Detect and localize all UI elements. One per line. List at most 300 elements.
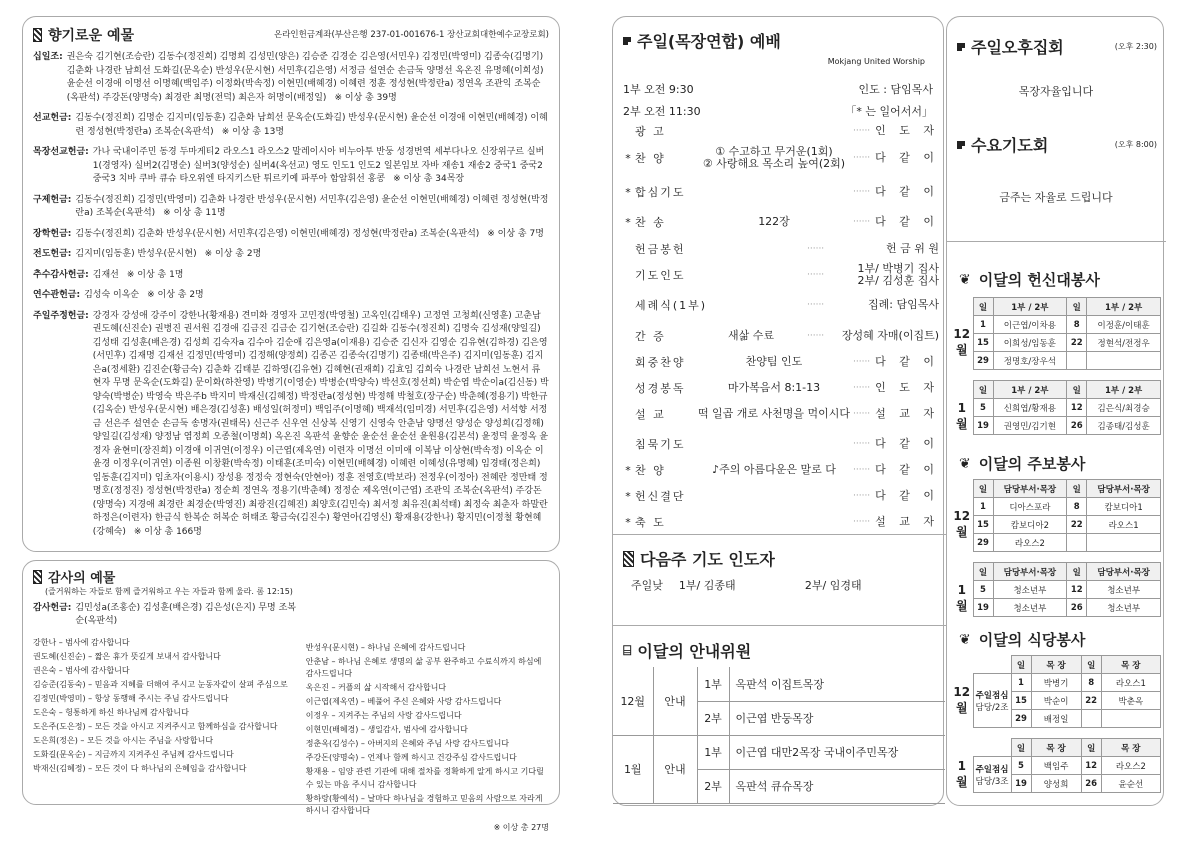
worship-item-leader: 집례: 담임목사	[868, 298, 939, 311]
dept-name: 주일점심	[975, 764, 1009, 775]
table-cell: 8	[1067, 316, 1087, 334]
table-row	[951, 498, 1161, 516]
thanks-left-list	[33, 637, 298, 776]
worship-subtitle: Mokjang United Worship	[827, 57, 925, 66]
worship-item-leader: 장성혜 자매(이집트)	[841, 329, 939, 342]
table-cell	[1081, 710, 1101, 728]
table-row	[951, 581, 1161, 599]
account-info: 온라인헌금계좌(부산은행 237-01-001676-1 장산교회대한예수교장로회)	[274, 29, 549, 40]
table-row	[951, 757, 1161, 775]
gift-text-block	[93, 146, 549, 187]
table-row	[951, 334, 1161, 352]
table-cell: 이희성/임동훈	[993, 334, 1067, 352]
header-cell: 일	[1067, 298, 1087, 316]
stand-mark: *	[625, 215, 631, 229]
header-cell: 담당부서·목장	[993, 480, 1067, 498]
guide-assignee: 이근엽 대만2목장 국내이주민목장	[729, 735, 945, 769]
table-cell: 라오스1	[1087, 516, 1161, 534]
header-cell: 목 장	[1031, 656, 1081, 674]
table-cell: 5	[973, 399, 993, 417]
header-cell: 담당부서·목장	[1087, 563, 1161, 581]
worship-item-leader: 다 같 이	[875, 463, 939, 476]
header-cell: 일	[1067, 563, 1087, 581]
afternoon-content: 목장자율입니다	[1018, 85, 1094, 98]
blank-cell	[951, 739, 973, 757]
guide-role: 안내	[653, 667, 697, 735]
header-cell: 목 장	[1031, 739, 1081, 757]
gift-names: 김재선	[92, 269, 119, 280]
worship-item-leader: 다 같 이	[875, 215, 939, 228]
worship-item-leader: 설 교 자	[875, 407, 939, 420]
guide-role: 안내	[653, 735, 697, 803]
hatch-icon	[33, 28, 42, 42]
dept-sub: 담당/2조	[975, 702, 1009, 713]
gift-names: 김지미(임동훈) 반성우(문시현)	[75, 249, 197, 259]
leader-dots: ······	[853, 465, 871, 475]
worship-item-content: 떡 일곱 개로 사천명을 먹이시다	[697, 407, 851, 420]
thanks-item: 도은숙 – 헝통하게 하신 하나님께 감사합니다	[33, 707, 189, 717]
table-cell: 1	[973, 316, 993, 334]
worship-item-name: 기도인도	[635, 269, 686, 282]
header-cell: 일	[1081, 656, 1101, 674]
table-cell: 12	[1081, 757, 1101, 775]
devotion-table	[951, 297, 1161, 445]
wednesday-title: 수요기도회	[971, 136, 1049, 155]
table-cell: 19	[1011, 775, 1031, 793]
thanks-item: 김정민(박영미) – 항상 동행해 주시는 주님 감사드립니다	[33, 693, 229, 703]
header-cell: 1부 / 2부	[993, 381, 1067, 399]
table-cell: 권영민/김기현	[993, 417, 1067, 435]
worship-item	[621, 182, 939, 202]
thanks-item: 반성우(문시현) – 하나님 은혜에 감사드립니다	[305, 642, 466, 652]
table-cell: 1	[1011, 674, 1031, 692]
month-cell: 1월	[951, 757, 973, 793]
table-header	[951, 381, 1161, 399]
worship-item-name: 찬 양	[635, 464, 666, 477]
worship-item-leader: 인 도 자	[875, 124, 939, 137]
worship-panel	[612, 16, 944, 806]
leader-dots: ······	[853, 517, 871, 527]
worship-item	[621, 378, 939, 398]
afternoon-title: 주일오후집회	[971, 38, 1064, 57]
hatch-icon	[33, 570, 42, 584]
header-cell: 1부 / 2부	[1087, 298, 1161, 316]
table-cell: 8	[1067, 498, 1087, 516]
gift-text-block	[93, 310, 549, 540]
worship-item-content: ① 수고하고 무거운(1회) ② 사랑해요 목소리 높여(2회)	[702, 145, 846, 170]
devotion-title: 이달의 헌신대봉사	[978, 271, 1100, 289]
gift-names: 김동수(정진희) 김정민(박영미) 김춘화 나경란 반성우(문시현) 서민후(김은영) 윤순선 이현민(배혜경) 이혜련 정성현(박정란a) 조복순(옥판석)	[75, 194, 549, 218]
table-header	[951, 656, 1161, 674]
table-header	[951, 480, 1161, 498]
leader-dots: ······	[853, 126, 871, 136]
table-cell: 신희엽/황재용	[993, 399, 1067, 417]
flower-icon: ❦	[959, 631, 971, 648]
worship-item-content: ♪주의 아름다운은 말로 다	[712, 463, 836, 476]
month-cell: 1월	[951, 581, 973, 617]
blank-cell	[951, 381, 973, 399]
thanks-item: 도화길(문옥순) – 지금까지 지켜주신 주님께 감사드립니다	[33, 749, 234, 759]
header-cell: 목 장	[1101, 656, 1160, 674]
table-header	[951, 563, 1161, 581]
thanks-title: 감사의 예물	[48, 571, 116, 586]
leader-dots: ······	[807, 244, 825, 254]
gift-total: ※ 이상 총 7명	[487, 228, 544, 239]
month-cell: 12월	[951, 498, 973, 552]
guide-row	[613, 667, 945, 701]
worship-item-name: 헌신결단	[635, 490, 686, 503]
thanks-right-list	[306, 642, 549, 818]
table-cell: 김은식/최경승	[1087, 399, 1161, 417]
header-cell: 1부 / 2부	[1087, 381, 1161, 399]
thanks-item: 안춘남 – 하나님 은혜로 생명의 삶 공부 완주하고 수료식까지 하심에 감사드립니다	[305, 656, 542, 678]
time-second: 2부 오전 11:30	[623, 105, 701, 118]
worship-item-leader: 다 같 이	[875, 437, 939, 450]
gifts-panel	[22, 16, 560, 552]
thanks-item: 김승준(김동숙) – 믿음과 지혜를 더해여 주시고 눈동자같이 살펴 주심으로	[33, 679, 288, 689]
stand-mark: *	[625, 151, 631, 165]
table-cell: 19	[973, 599, 993, 617]
table-cell: 라오스1	[1101, 674, 1160, 692]
wednesday-time: (오후 8:00)	[1114, 140, 1157, 149]
worship-item-name: 합심기도	[635, 186, 686, 199]
header-cell: 1부 / 2부	[993, 298, 1067, 316]
worship-item-name: 성경봉독	[635, 382, 686, 395]
afternoon-time: (오후 2:30)	[1114, 42, 1157, 51]
guides-title: 이달의 안내위원	[637, 642, 752, 661]
worship-item-name: 찬 송	[635, 216, 666, 229]
blank-cell	[973, 739, 1011, 757]
gift-category	[33, 194, 549, 221]
thanks-item: 강한나 – 범사에 감사합니다	[33, 637, 130, 647]
worship-item-leader: 헌 금 위 원	[886, 242, 939, 255]
bulletin-month-table	[951, 479, 1161, 552]
header-cell: 일	[973, 381, 993, 399]
table-cell: 12	[1067, 581, 1087, 599]
header-cell: 일	[1067, 480, 1087, 498]
table-cell: 29	[1011, 710, 1031, 728]
blank-cell	[973, 656, 1011, 674]
table-row	[951, 674, 1161, 692]
worship-item	[621, 239, 939, 259]
header-cell: 일	[1011, 739, 1031, 757]
gift-names: 김성숙 이옥순	[84, 290, 140, 300]
table-cell: 15	[973, 334, 993, 352]
leader-dots: ······	[853, 409, 871, 419]
gift-names: 권은숙 김기현(조승란) 김동수(정진희) 김명희 김성민(양은) 김승준 김경순 김은영(서민우) 김정민(박영미) 김종숙(김명기) 김춘화 나경란 남희선 도화길(문옥순) 반성우(문시현) 서민후(김은영) 서정금 설연순 손금둑 양명선 옥온진 유명혜(이희성) 윤순선 이경애 이명선 이명혜(백임주) 이정화(박속정) 이현민(배혜경) 이혜련 정훈 정성현(박정란a) 정연옥 조관익 조복순(옥판석) 주강돈(양명숙) 최경란 최명(전덕) 최은자 허명이(배정일)	[66, 52, 544, 103]
gift-total: ※ 이상 총 13명	[221, 126, 285, 137]
table-cell: 이정훈/이태훈	[1087, 316, 1161, 334]
worship-item-name: 설 교	[635, 408, 666, 421]
table-cell: 22	[1067, 516, 1087, 534]
worship-item	[621, 121, 939, 141]
thanks-item: 황재용 – 임양 관련 기관에 대해 절차를 정확하게 알게 하시고 기다릴 수 있는 마음 주시니 감사합니다	[305, 767, 544, 789]
guide-service: 1부	[697, 735, 729, 769]
table-cell: 청소년부	[993, 599, 1067, 617]
dept-name: 주일점심	[975, 690, 1009, 701]
dept-cell	[973, 757, 1011, 793]
gift-category	[33, 112, 549, 139]
devotion-month-table	[951, 297, 1161, 370]
table-cell: 라오스2	[993, 534, 1067, 552]
table-row	[951, 352, 1161, 370]
month-cell: 12월	[951, 674, 973, 728]
worship-item-leader: 설 교 자	[875, 515, 939, 528]
gift-label: 연수관헌금:	[33, 290, 81, 300]
guide-assignee: 옥판석 이집트목장	[729, 667, 945, 701]
gift-category	[33, 146, 549, 187]
thanks-item: 이정우 – 지켜주는 주님의 사랑 감사드립니다	[305, 711, 462, 720]
gift-total: ※ 이상 총 39명	[334, 92, 397, 103]
table-cell: 디아스포라	[993, 498, 1067, 516]
bulletin-table	[951, 479, 1161, 627]
table-cell: 8	[1081, 674, 1101, 692]
table-cell: 박순이	[1031, 692, 1081, 710]
blank-cell	[951, 480, 973, 498]
guide-row	[613, 735, 945, 769]
stand-mark: *	[625, 463, 631, 477]
blank-cell	[951, 298, 973, 316]
month-cell: 12월	[951, 316, 973, 370]
thanks-item: 정춘옥(김성수) – 아버지의 은혜와 주님 사랑 감사드립니다	[305, 739, 510, 748]
gift-total: ※ 이상 총 11명	[163, 208, 226, 218]
gift-category	[33, 269, 549, 283]
table-cell: 캄보디아1	[1087, 498, 1161, 516]
worship-item	[621, 352, 939, 372]
blank-cell	[951, 563, 973, 581]
guides-grid	[613, 667, 945, 804]
table-cell: 19	[973, 417, 993, 435]
leader-dots: ······	[853, 217, 871, 227]
building-icon: ⌸	[623, 642, 632, 659]
worship-item-name: 침묵기도	[635, 438, 686, 451]
worship-item-leader: 다 같 이	[875, 355, 939, 368]
worship-item-name: 축 도	[635, 516, 666, 529]
thanks-item: 이근엽(제옥연) – 베풀어 주신 은혜와 사랑 감사드립니다	[305, 697, 502, 706]
table-row	[951, 399, 1161, 417]
standing-note: 「* 는 일어서서」	[845, 105, 933, 118]
kitchen-month-table	[951, 655, 1161, 728]
guide-service: 1부	[697, 667, 729, 701]
table-cell: 청소년부	[993, 581, 1067, 599]
guide-service: 2부	[697, 769, 729, 803]
gift-names: 강경자 강성애 강주이 강한나(황재용) 견미화 경영자 고민정(박영철) 고옥인(김태우) 고정연 고청희(신영훈) 고춘남 권도혜(신진순) 권병진 권서원 김경애 김금진 김금순 김기현(조승란) 김길화 김동수(정진희) 김명숙 김성재(양일길) 김성태 김성훈(배은경) 김성희 김숙자a 김수아 김순애 김은영a(이재용) 김승준 김신자 김영순 김유현(김하경) 김은영(서민후) 김재명 김재선 김정민(박영미) 김정해(양정희) 김종곤 김종숙(김명기) 김종태(박은주) 김지미(임동훈) 김지은a(정세환) 김진순(황금숙) 김춘화 김태분 김하영(김유현) 김혜현(권재희) 김효임 김희숙 나경란 남희선 노현서 류현자 무명 문옥순(도화길) 문이화(하찬영) 박병기(이영순) 박병순(박양숙) 박선호(정선희) 박순엽 박순이a(김신동) 박양숙(박병순) 박영숙 박은주b 박지미 박재신(김혜정) 박정란a(정성현) 박정해 박철호(장구순) 박춘혜(정용기) 박한규(김옥순) 반성우(문시현) 배은경(김성훈) 배성일(허정미) 백임주(이명혜) 백재석(임미경) 서민후(김은영) 서석향 서정금 선은주 설연순 손금둑 송명자(권태목) 신근주 신우연 신상복 신영기 신영숙 안춘남 양명선 양성순 양성희(김정해) 양일길(김성재) 양정남 염정희 오종철(이명희) 옥온진 옥판석 윤향순 윤순선 윤순선 윤원용(김본석) 윤정덕 윤정옥 윤정자 윤현미(장진희) 이경애 이귀연(이정우) 이근엽(제옥연) 이련자 이명선 이미애 이복남 이상현(박속정) 이옥순 이윤경 이정우(이귀연) 이종원 이창환(박속정) 이태훈(조미숙) 이현민(배혜경) 이혜련 이혜성(유명혜) 임경태(정은희) 임동훈(김지미) 임초자(이용시) 장성용 정정숙 정현숙(안현아) 정훈 전영호(박보라) 전정우(이정아) 전혜란 정만태 정명호(정정진) 정성현(박정란a) 정순희 정연옥 정용기(박춘혜) 정정순 제옥연(이근엽) 조관익 조복순(옥판석) 주강돈(양명숙) 지경애 최경란 최경순(박영진) 최광진(김혜진) 최양호(김민숙) 최서정 최유진(최석태) 최정숙 최춘자 하말란 하정은(이련자) 한금식 한복순 허복순 허태조 황금숙(김진수) 황연아(김영신) 황재용(강한나) 황지민(이정철 황현혜(강혜숙)	[92, 310, 549, 537]
thanks-item: 권도혜(신진순) – 짧은 휴가 뜻깊게 보내서 감사합니다	[33, 651, 221, 661]
table-header	[951, 298, 1161, 316]
kitchen-table	[951, 655, 1161, 803]
table-cell: 5	[973, 581, 993, 599]
bulletin-title: 이달의 주보봉사	[978, 455, 1086, 473]
gift-label: 전도헌금:	[33, 249, 72, 259]
thanks-item: 옥은진 – 커플의 삶 시작해서 감사합니다	[305, 683, 447, 692]
wednesday-content: 금주는 자율로 드립니다	[999, 191, 1113, 204]
table-cell	[1067, 534, 1087, 552]
worship-item-leader: 다 같 이	[875, 489, 939, 502]
gift-total: ※ 이상 총 1명	[126, 269, 184, 280]
gift-category	[33, 310, 549, 540]
worship-item-content: 찬양팀 인도	[745, 355, 803, 368]
worship-item-name: 회중찬양	[635, 356, 686, 369]
worship-item	[621, 326, 939, 346]
thanks-names: 김민성a(조홍순) 김성훈(배은경) 김은성(은지) 무명 조복순(옥판석)	[75, 602, 296, 626]
guide-month: 12월	[613, 667, 653, 735]
gift-label: 십일조:	[33, 52, 63, 62]
guide-assignee: 옥판석 큐슈목장	[729, 769, 945, 803]
gift-total: ※ 이상 총 166명	[133, 526, 202, 537]
worship-item	[621, 434, 939, 454]
leader-dots: ······	[853, 383, 871, 393]
gift-text-block	[67, 51, 549, 105]
header-cell: 목 장	[1101, 739, 1160, 757]
gift-label: 추수감사헌금:	[33, 269, 89, 280]
gift-text-block	[93, 269, 549, 283]
leader-dots: ······	[853, 439, 871, 449]
header-cell: 일	[1011, 656, 1031, 674]
thanks-item: 이현민(배혜경) – 생일감사, 범사에 감사합니다	[305, 725, 468, 734]
table-cell: 라오스2	[1101, 757, 1160, 775]
gifts-title: 향기로운 예물	[48, 28, 135, 44]
gift-text-block	[84, 289, 549, 303]
table-cell: 29	[973, 534, 993, 552]
worship-item-leader: 다 같 이	[875, 185, 939, 198]
thanks-item: 박재신(김혜정) – 모든 것이 다 하나님의 은혜임을 감사합니다	[33, 763, 247, 773]
guide-assignee: 이근엽 반둥목장	[729, 701, 945, 735]
worship-item-leader: 다 같 이	[875, 151, 939, 164]
worship-item	[621, 212, 939, 232]
worship-item	[621, 486, 939, 506]
worship-item-name: 간 증	[635, 330, 666, 343]
gift-text-block	[75, 194, 549, 221]
table-cell: 박병기	[1031, 674, 1081, 692]
leader-dots: ······	[853, 357, 871, 367]
header-cell: 일	[973, 563, 993, 581]
bullet-icon	[957, 43, 965, 51]
bullet-icon	[957, 141, 965, 149]
table-cell: 12	[1067, 399, 1087, 417]
worship-order	[621, 121, 939, 529]
thanks-item: 권은숙 – 범사에 감사합니다	[33, 665, 130, 675]
thanks-panel	[22, 560, 560, 832]
gifts-list	[33, 51, 549, 539]
table-cell: 22	[1081, 692, 1101, 710]
table-cell	[1087, 352, 1161, 370]
header-cell: 일	[973, 480, 993, 498]
table-cell	[1087, 534, 1161, 552]
leader-dots: ······	[807, 331, 825, 341]
table-row	[951, 599, 1161, 617]
table-cell: 이근엽/이차용	[993, 316, 1067, 334]
worship-item-content: 마가복음서 8:1-13	[727, 381, 821, 394]
next-prayer-second: 2부/ 임경태	[804, 579, 862, 592]
gift-names: 김동수(정진희) 김춘화 반성우(문시현) 서민후(김은영) 이현민(배혜경) 정성현(박정란a) 조복순(옥판석)	[75, 228, 480, 239]
gift-total: ※ 이상 총 34목장	[393, 174, 465, 184]
gift-label: 주일주정헌금:	[33, 310, 89, 321]
worship-item	[621, 404, 939, 424]
table-cell	[1067, 352, 1087, 370]
gift-text-block	[75, 228, 549, 242]
flower-icon: ❦	[959, 455, 971, 472]
gift-total: ※ 이상 총 2명	[204, 249, 262, 259]
worship-item-name: 헌금봉헌	[635, 243, 686, 256]
header-cell: 담당부서·목장	[993, 563, 1067, 581]
table-row	[951, 516, 1161, 534]
stand-mark: *	[625, 489, 631, 503]
bullet-icon	[623, 37, 631, 45]
thanks-total: ※ 이상 총 27명	[493, 822, 549, 832]
gift-category	[33, 228, 549, 242]
stand-mark: *	[625, 515, 631, 529]
gift-names: 가나 국내이주민 동경 두마게티2 라오스1 라오스2 말레이시아 비누아투 반둥 성경번역 세부다나오 신장위구르 실버1(경영자) 실버2(김명순) 실버3(양성순) 실버4(옥선교) 영도 인도1 인도2 일본임보 자바 재송1 재송2 중국1 중국2 중국3 치바 쿠바 큐슈 타오위엔 타지키스탄 튀르키예 파푸아 함암휘선 홍콩	[92, 147, 545, 184]
leader-dots: ······	[807, 300, 825, 310]
worship-item	[621, 460, 939, 480]
thanks-item: 황하랑(황예석) – 날마다 하나님을 경험하고 믿음의 사람으로 자라게 하시니 감사합니다	[305, 793, 543, 815]
worship-item-leader: 1부/ 박병기 집사 2부/ 김성훈 집사	[857, 262, 939, 287]
gift-label: 목장선교헌금:	[33, 147, 89, 157]
header-cell: 일	[1067, 381, 1087, 399]
gift-label: 선교헌금:	[33, 113, 72, 123]
table-cell: 박춘옥	[1101, 692, 1160, 710]
kitchen-title: 이달의 식당봉사	[978, 631, 1086, 649]
table-cell: 26	[1067, 599, 1087, 617]
dept-sub: 담당/3조	[975, 776, 1009, 787]
worship-item-name: 찬 양	[635, 152, 666, 165]
header-cell: 일	[1081, 739, 1101, 757]
month-cell: 1월	[951, 399, 973, 435]
table-cell: 15	[973, 516, 993, 534]
gift-names: 김동수(정진희) 김명순 김지미(임동훈) 김춘화 남희선 문옥순(도화길) 반성우(문시현) 윤순선 이경애 이현민(배혜경) 이혜련 정성현(박정란a) 조복순(옥판석)	[75, 113, 548, 137]
table-cell: 배정일	[1031, 710, 1081, 728]
gift-label: 구제헌금:	[33, 194, 72, 205]
bulletin-month-table	[951, 562, 1161, 617]
table-cell: 청소년부	[1087, 581, 1161, 599]
table-cell: 청소년부	[1087, 599, 1161, 617]
gift-category	[33, 248, 549, 262]
table-cell: 29	[973, 352, 993, 370]
gift-total: ※ 이상 총 2명	[147, 290, 204, 300]
table-cell: 15	[1011, 692, 1031, 710]
guide-month: 1월	[613, 735, 653, 803]
thanks-item: 도은주(도은정) – 모든 것을 아시고 지켜주시고 함께하심을 감사합니다	[33, 721, 278, 731]
worship-title: 주일(목장연합) 예배	[637, 32, 781, 51]
thanks-item: 주강돈(양명숙) – 언제나 함께 하시고 건강주심 감사드립니다	[305, 753, 517, 762]
table-cell: 캄보디아2	[993, 516, 1067, 534]
gift-label: 장학헌금:	[33, 228, 72, 239]
table-cell: 윤순선	[1101, 775, 1160, 793]
worship-item-name: 세례식(1부)	[635, 299, 708, 312]
table-cell: 5	[1011, 757, 1031, 775]
worship-item	[621, 512, 939, 532]
header-cell: 담당부서·목장	[1087, 480, 1161, 498]
leader-dots: ······	[853, 153, 871, 163]
gift-text-block	[75, 112, 549, 139]
hatch-icon	[623, 551, 634, 567]
thanks-item: 도은희(정은) – 모든 것을 아시는 주님을 사랑합니다	[33, 735, 214, 745]
leader-dots: ······	[853, 187, 871, 197]
table-cell: 22	[1067, 334, 1087, 352]
table-cell: 백임주	[1031, 757, 1081, 775]
worship-item	[621, 262, 939, 287]
worship-item-content: 새삶 수료	[727, 329, 774, 342]
devotion-month-table	[951, 380, 1161, 435]
table-header	[951, 739, 1161, 757]
header-cell: 일	[973, 298, 993, 316]
table-cell: 정명호/장우석	[993, 352, 1067, 370]
worship-item	[621, 295, 939, 315]
guides-table	[613, 667, 945, 804]
worship-item	[621, 145, 939, 170]
table-row	[951, 417, 1161, 435]
thanks-subtitle: (즐거워하는 자들로 함께 즐거워하고 우는 자들과 함께 울라. 롬 12:15)	[45, 587, 293, 596]
